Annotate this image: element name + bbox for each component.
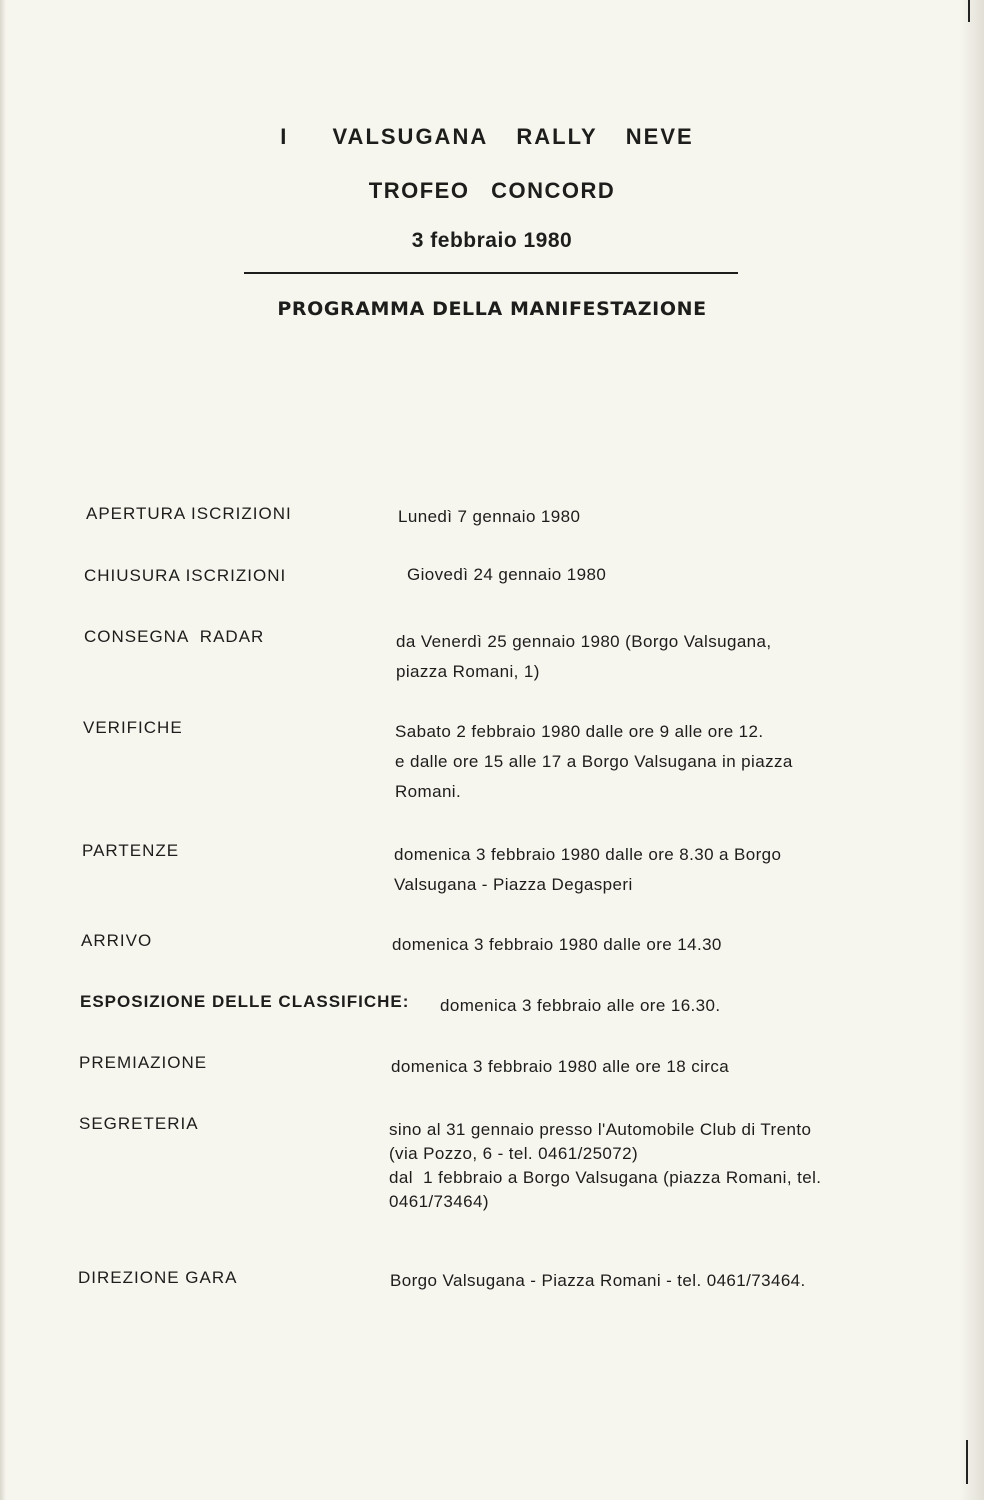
value-line: domenica 3 febbraio 1980 alle ore 18 circa [391,1057,730,1076]
schedule-value-chiusura [407,560,606,590]
value-line: 0461/73464) [389,1192,489,1211]
schedule-value-premiazione [391,1052,729,1082]
schedule-label-chiusura: CHIUSURA ISCRIZIONI [84,566,287,585]
schedule-label-arrivo: ARRIVO [81,931,153,950]
value-line: da Venerdì 25 gennaio 1980 (Borgo Valsugana, [396,632,772,651]
schedule-label-direzione-gara: DIREZIONE GARA [78,1268,238,1287]
title-word: NEVE [625,124,694,149]
event-date: 3 febbraio 1980 [411,229,573,252]
subtitle-word: TROFEO [368,178,470,203]
value-line: piazza Romani, 1) [396,662,540,681]
schedule-value-consegna-radar [396,627,772,687]
schedule-value-partenze [394,840,781,900]
title-word: VALSUGANA [332,124,489,149]
schedule-value-apertura [398,502,580,532]
value-line: Romani. [395,782,462,801]
value-line: Valsugana - Piazza Degasperi [394,875,633,894]
schedule-label-apertura: APERTURA ISCRIZIONI [86,504,292,523]
event-title [0,124,984,150]
value-line: e dalle ore 15 alle 17 a Borgo Valsugana in piazza [395,752,793,771]
scan-mark-top [968,0,970,22]
value-line: Lunedì 7 gennaio 1980 [398,507,581,526]
value-line: domenica 3 febbraio 1980 dalle ore 14.30 [392,935,722,954]
schedule-label-consegna-radar: CONSEGNA RADAR [84,627,265,646]
event-subtitle [0,178,984,204]
program-heading: PROGRAMMA DELLA MANIFESTAZIONE [277,298,707,320]
value-line: Borgo Valsugana - Piazza Romani - tel. 0461/73464. [390,1271,806,1290]
value-line: domenica 3 febbraio alle ore 16.30. [440,996,721,1015]
subtitle-word: CONCORD [491,178,616,203]
value-line: sino al 31 gennaio presso l'Automobile Club di Trento [389,1120,812,1139]
page-edge-right [960,0,984,1500]
schedule-label-premiazione: PREMIAZIONE [79,1053,208,1072]
schedule-label-verifiche: VERIFICHE [83,718,183,737]
schedule-value-arrivo [392,930,722,960]
schedule-value-direzione-gara [390,1266,806,1296]
value-line: dal 1 febbraio a Borgo Valsugana (piazza Romani, tel. [389,1168,822,1187]
schedule-value-segreteria [389,1118,821,1214]
schedule-label-partenze: PARTENZE [82,841,180,860]
value-line: (via Pozzo, 6 - tel. 0461/25072) [389,1144,639,1163]
schedule-value-verifiche [395,717,793,807]
title-word: RALLY [516,124,598,149]
page-edge-left [0,0,6,1500]
value-line: domenica 3 febbraio 1980 dalle ore 8.30 a Borgo [394,845,782,864]
schedule-value-esposizione [440,991,721,1021]
value-line: Giovedì 24 gennaio 1980 [407,565,607,584]
schedule-label-esposizione: ESPOSIZIONE DELLE CLASSIFICHE: [80,992,410,1011]
edition-number: I [280,124,289,149]
header-divider [244,272,738,274]
value-line: Sabato 2 febbraio 1980 dalle ore 9 alle ore 12. [395,722,764,741]
schedule-label-segreteria: SEGRETERIA [79,1114,199,1133]
scan-mark-bottom [966,1440,968,1484]
